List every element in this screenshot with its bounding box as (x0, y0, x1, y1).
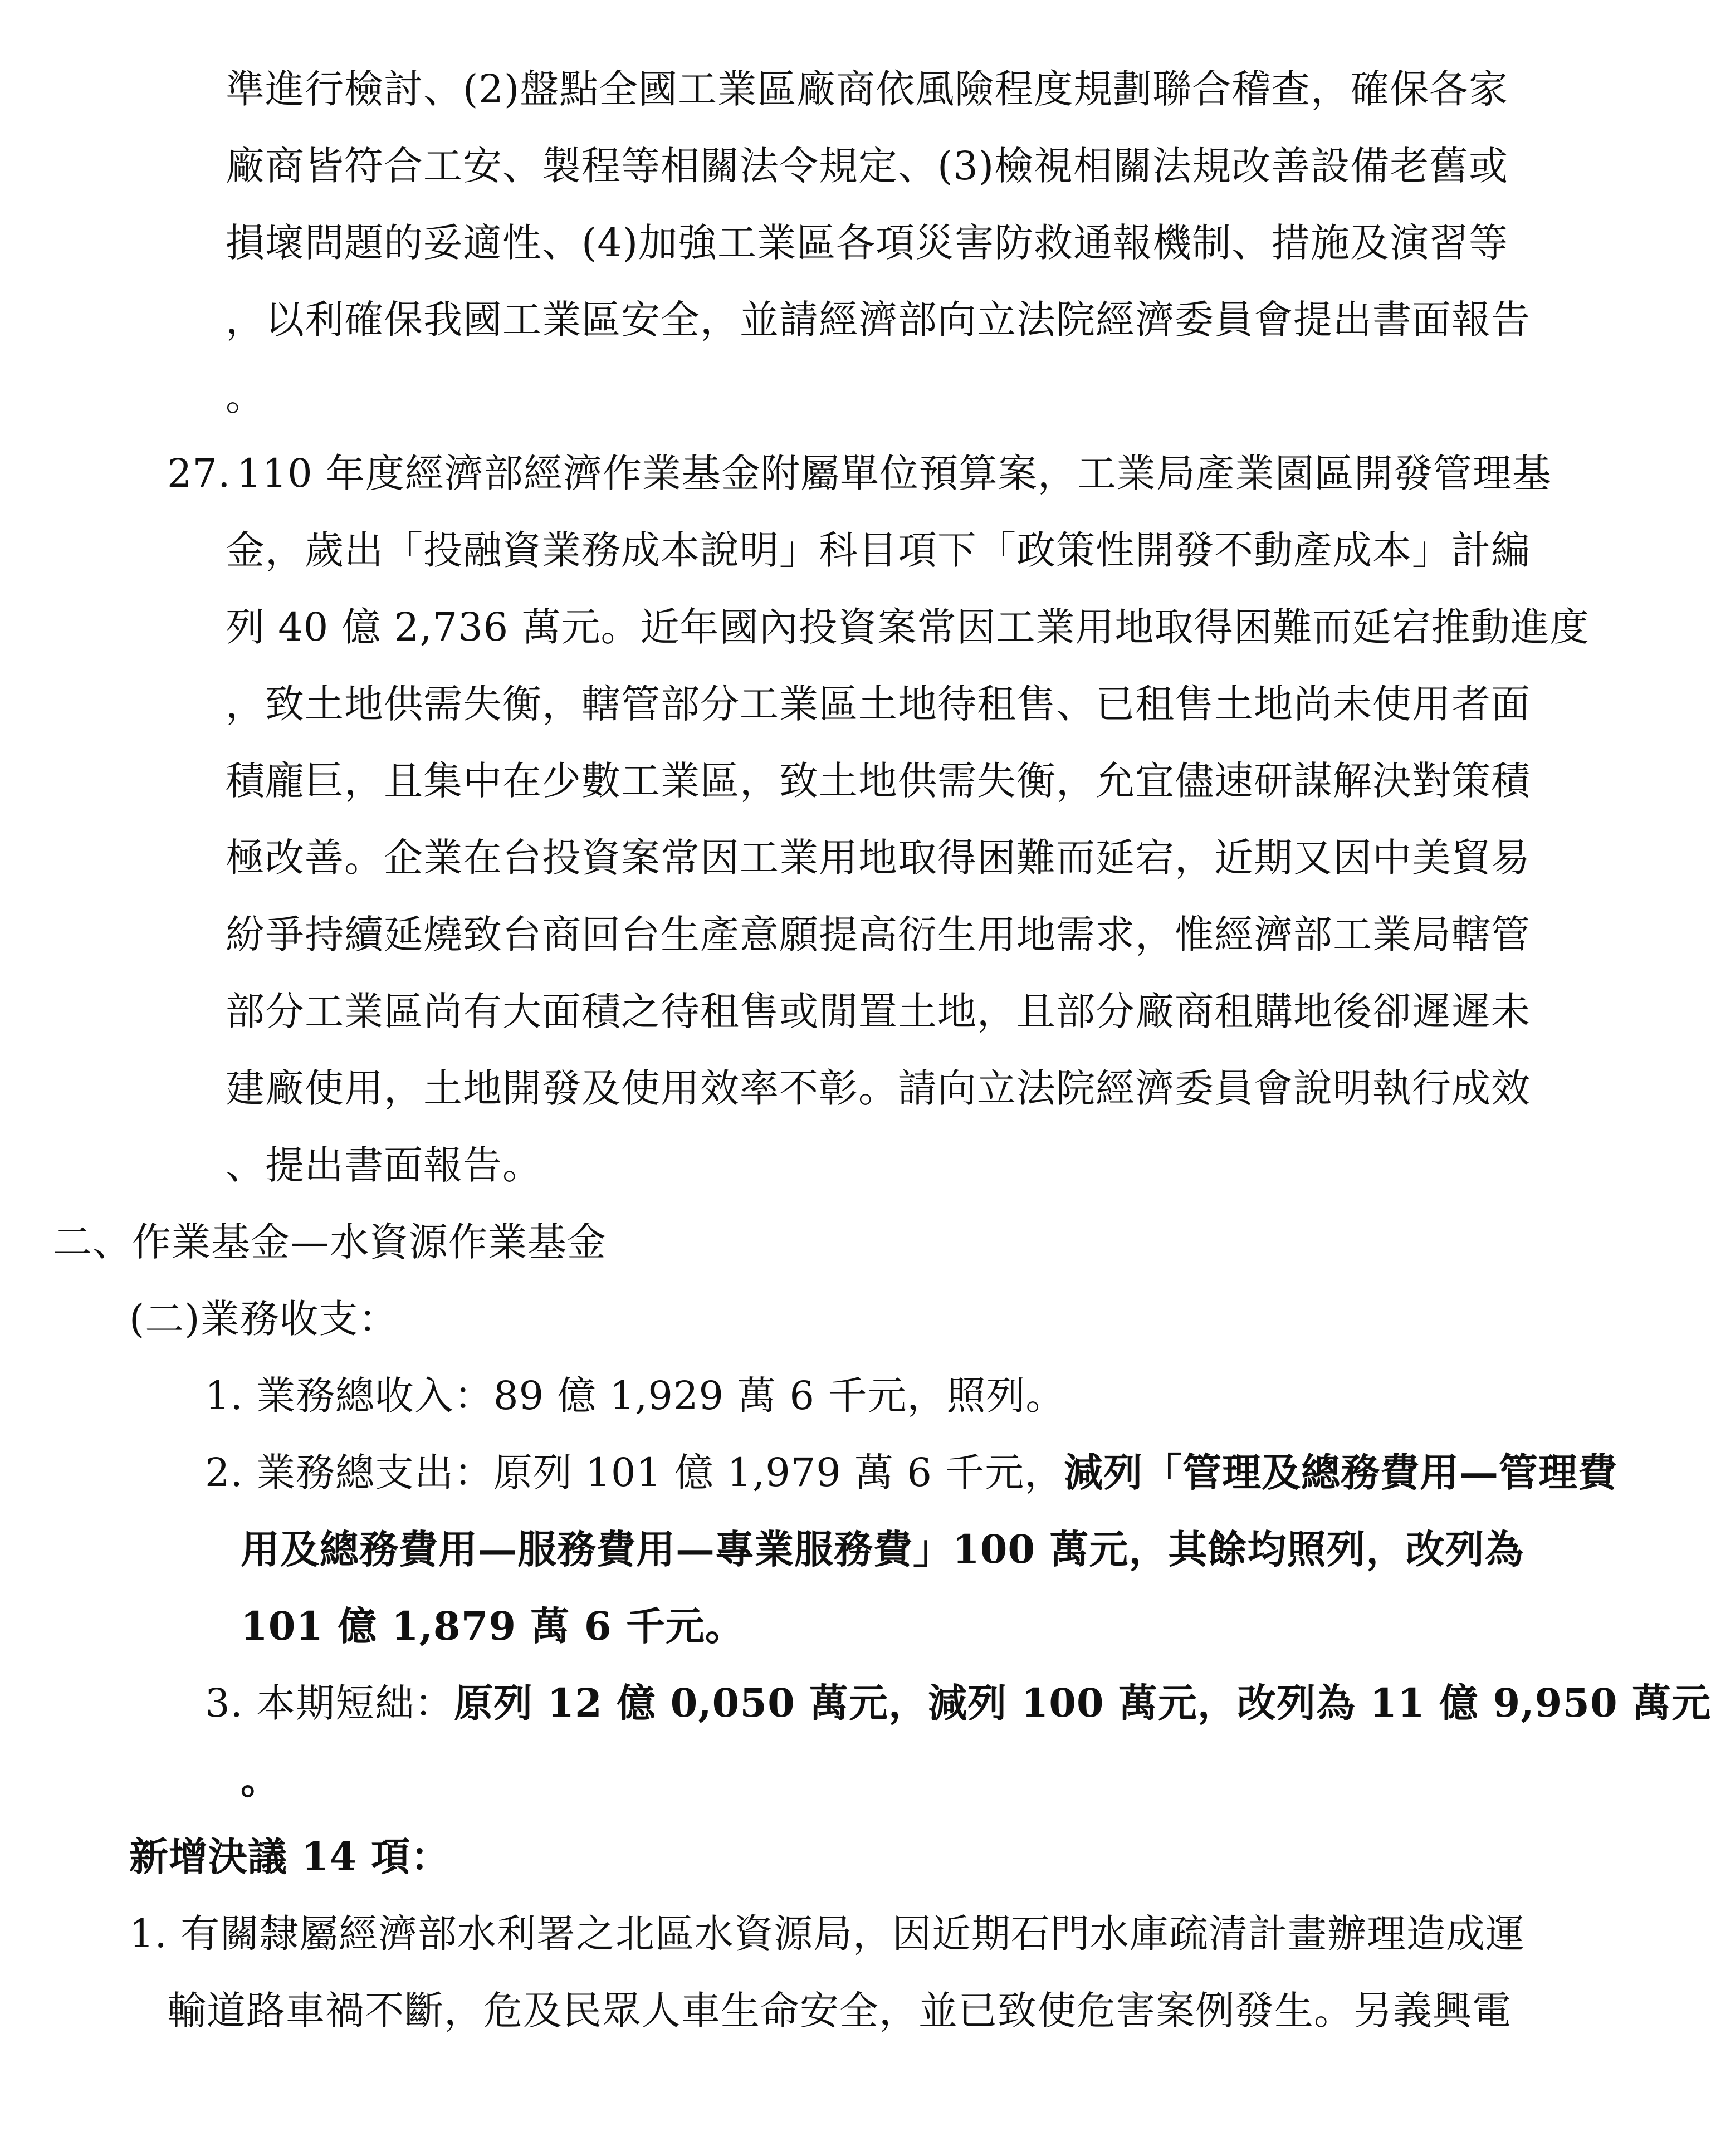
item26-line-3: 損壞問題的妥適性、(4)加強工業區各項災害防救通報機制、措施及演習等 (226, 220, 1509, 266)
item26-line-2: 廠商皆符合工安、製程等相關法令規定、(3)檢視相關法規改善設備老舊或 (226, 143, 1509, 189)
item27-line-2: 金，歲出「投融資業務成本說明」科目項下「政策性開發不動產成本」計編 (226, 527, 1531, 573)
item27-line-7: 紛爭持續延燒致台商回台生產意願提高衍生用地需求，惟經濟部工業局轄管 (226, 912, 1531, 957)
item27-line-6: 極改善。企業在台投資案常因工業用地取得困難而延宕，近期又因中美貿易 (226, 835, 1531, 881)
item27-line-8: 部分工業區尚有大面積之待租售或閒置土地，且部分廠商租購地後卻遲遲未 (226, 989, 1531, 1034)
item27-line-3: 列 40 億 2,736 萬元。近年國內投資案常因工業用地取得困難而延宕推動進度 (226, 604, 1590, 650)
deficit-item-line-1 (205, 1675, 1711, 1731)
resolution-1-line-2: 輸道路車禍不斷，危及民眾人車生命安全，並已致使危害案例發生。另義興電 (167, 1988, 1512, 2033)
expense-item-plain: 業務總支出：原列 101 億 1,979 萬 6 千元， (256, 1450, 1064, 1495)
resolution-1-line-1 (129, 1906, 1525, 1962)
revenue-item (205, 1368, 1065, 1424)
item27-line-4: ，致土地供需失衡，轄管部分工業區土地待租售、已租售土地尚未使用者面 (226, 681, 1531, 727)
deficit-item-line-2: 。 (241, 1757, 280, 1803)
item27-line-10: 、提出書面報告。 (226, 1142, 542, 1188)
expense-item-line-3: 101 億 1,879 萬 6 千元。 (241, 1603, 745, 1649)
item27-line-1: 110 年度經濟部經濟作業基金附屬單位預算案，工業局產業園區開發管理基 (237, 451, 1552, 496)
item27-number: 27. (167, 451, 231, 496)
expense-item-number: 2. (205, 1450, 243, 1495)
revenue-item-text: 業務總收入：89 億 1,929 萬 6 千元，照列。 (256, 1373, 1065, 1419)
revenue-item-number: 1. (205, 1373, 243, 1419)
item26-line-5: 。 (226, 374, 265, 419)
deficit-item-plain: 本期短絀： (256, 1680, 454, 1726)
expense-item-line-2: 用及總務費用—服務費用—專業服務費」100 萬元，其餘均照列，改列為 (241, 1526, 1524, 1572)
deficit-item-bold: 原列 12 億 0,050 萬元，減列 100 萬元，改列為 11 億 9,950 萬元 (454, 1680, 1711, 1726)
expense-item-line-1 (205, 1445, 1617, 1500)
resolution-1-number: 1. (129, 1911, 168, 1957)
section-heading: 二、作業基金—水資源作業基金 (53, 1219, 607, 1265)
item26-line-1: 準進行檢討、(2)盤點全國工業區廠商依風險程度規劃聯合稽查，確保各家 (226, 66, 1509, 112)
section-subheading: (二)業務收支： (129, 1296, 398, 1342)
item27-line-5: 積龐巨，且集中在少數工業區，致土地供需失衡，允宜儘速研謀解決對策積 (226, 758, 1531, 804)
resolution-1-text: 有關隸屬經濟部水利署之北區水資源局，因近期石門水庫疏清計畫辦理造成運 (180, 1911, 1526, 1957)
deficit-item-number: 3. (205, 1680, 243, 1726)
expense-item-bold: 減列「管理及總務費用—管理費 (1064, 1449, 1618, 1495)
item26-line-4: ，以利確保我國工業區安全，並請經濟部向立法院經濟委員會提出書面報告 (226, 297, 1531, 343)
item27-line-9: 建廠使用，土地開發及使用效率不彰。請向立法院經濟委員會說明執行成效 (226, 1065, 1531, 1111)
resolutions-title: 新增決議 14 項： (129, 1834, 451, 1880)
